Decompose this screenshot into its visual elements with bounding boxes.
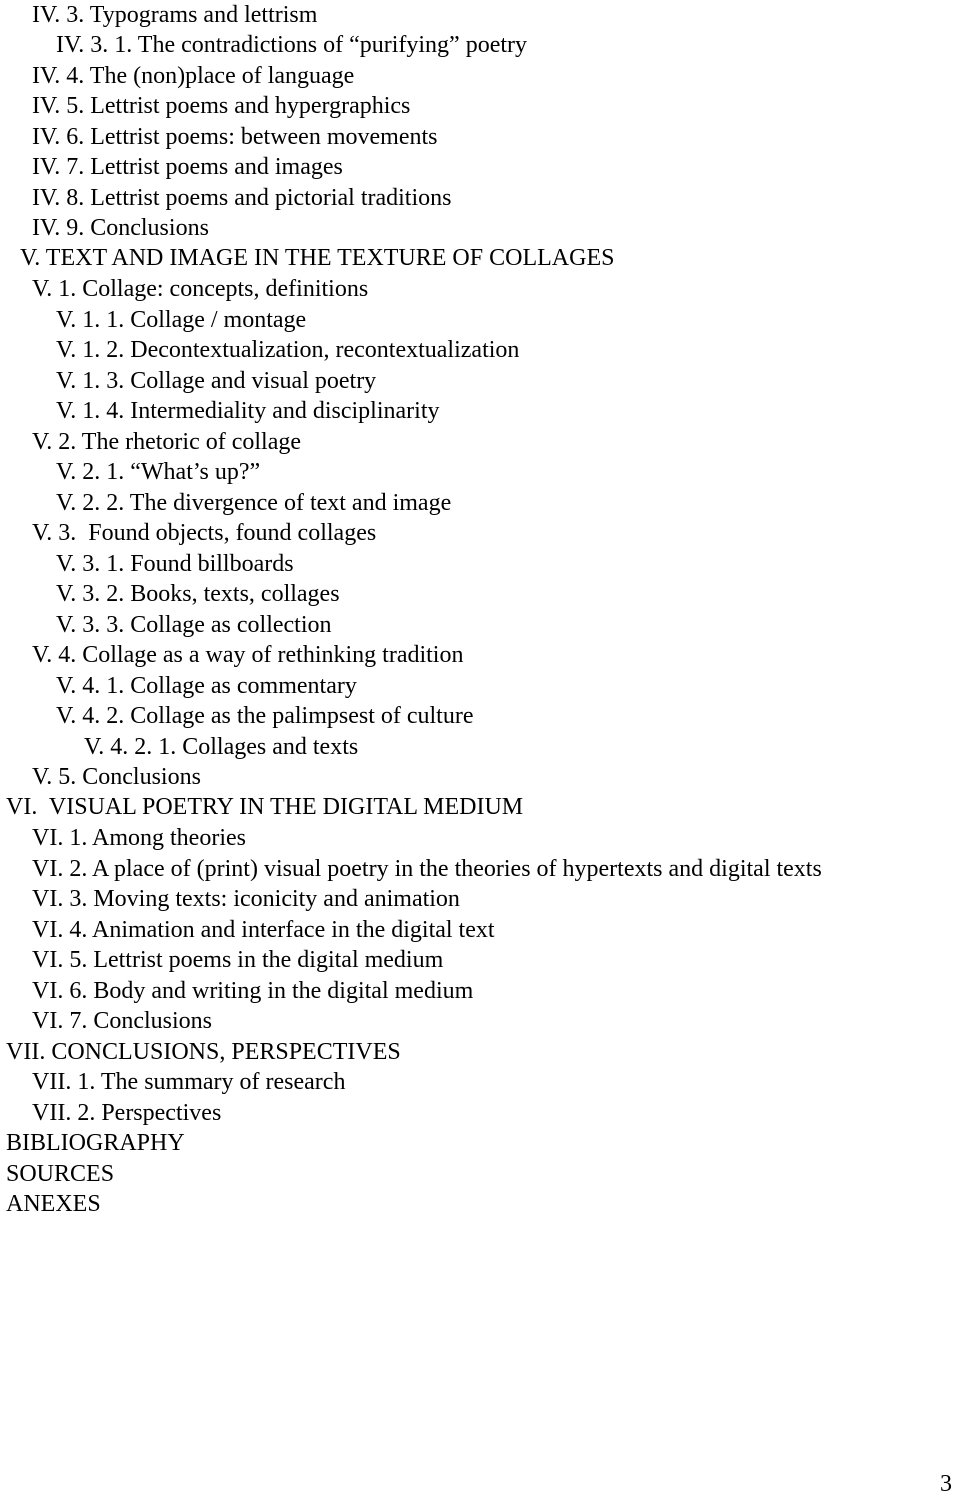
toc-entry: VI. 5. Lettrist poems in the digital medium (32, 947, 444, 973)
toc-entry: IV. 8. Lettrist poems and pictorial traditions (32, 185, 452, 211)
toc-entry: IV. 9. Conclusions (32, 215, 209, 241)
toc-entry: IV. 4. The (non)place of language (32, 63, 355, 89)
toc-entry: SOURCES (6, 1161, 115, 1187)
toc-entry: V. 4. 1. Collage as commentary (56, 673, 357, 699)
toc-entry: VI. 3. Moving texts: iconicity and animation (32, 886, 460, 912)
toc-entry: V. 4. 2. Collage as the palimpsest of culture (56, 703, 474, 729)
toc-entry: VI. VISUAL POETRY IN THE DIGITAL MEDIUM (6, 794, 524, 820)
toc-entry: V. 1. 3. Collage and visual poetry (56, 368, 377, 394)
toc-entry: V. 4. 2. 1. Collages and texts (84, 734, 359, 760)
toc-entry: ANEXES (6, 1191, 101, 1217)
toc-entry: IV. 5. Lettrist poems and hypergraphics (32, 93, 411, 119)
toc-entry: V. 5. Conclusions (32, 764, 201, 790)
toc-entry: IV. 6. Lettrist poems: between movements (32, 124, 438, 150)
toc-entry: VI. 1. Among theories (32, 825, 246, 851)
toc-entry: IV. 3. 1. The contradictions of “purifying” poetry (56, 32, 527, 58)
toc-entry: V. 2. The rhetoric of collage (32, 429, 302, 455)
toc-entry: V. 3. Found objects, found collages (32, 520, 377, 546)
page-number: 3 (940, 1471, 952, 1497)
toc-entry: V. 1. 2. Decontextualization, recontextualization (56, 337, 520, 363)
toc-entry: V. 2. 2. The divergence of text and image (56, 490, 452, 516)
toc-entry: VII. 2. Perspectives (32, 1100, 222, 1126)
toc-entry: BIBLIOGRAPHY (6, 1130, 185, 1156)
toc-entry: VII. 1. The summary of research (32, 1069, 346, 1095)
toc-entry: V. 1. 4. Intermediality and disciplinarity (56, 398, 440, 424)
toc-entry: V. 3. 2. Books, texts, collages (56, 581, 340, 607)
toc-entry: V. 1. 1. Collage / montage (56, 307, 307, 333)
toc-entry: V. 4. Collage as a way of rethinking tradition (32, 642, 464, 668)
toc-entry: V. 3. 1. Found billboards (56, 551, 294, 577)
toc-entry: V. 2. 1. “What’s up?” (56, 459, 261, 485)
toc-entry: IV. 3. Typograms and lettrism (32, 2, 318, 28)
toc-entry: V. 1. Collage: concepts, definitions (32, 276, 369, 302)
toc-entry: VI. 6. Body and writing in the digital medium (32, 978, 474, 1004)
toc-entry: VI. 2. A place of (print) visual poetry in the theories of hypertexts and digital texts (32, 856, 822, 882)
toc-entry: VI. 4. Animation and interface in the digital text (32, 917, 495, 943)
toc-entry: V. TEXT AND IMAGE IN THE TEXTURE OF COLLAGES (20, 245, 615, 271)
toc-entry: VI. 7. Conclusions (32, 1008, 212, 1034)
toc-entry: IV. 7. Lettrist poems and images (32, 154, 343, 180)
toc-entry: V. 3. 3. Collage as collection (56, 612, 332, 638)
toc-entry: VII. CONCLUSIONS, PERSPECTIVES (6, 1039, 401, 1065)
